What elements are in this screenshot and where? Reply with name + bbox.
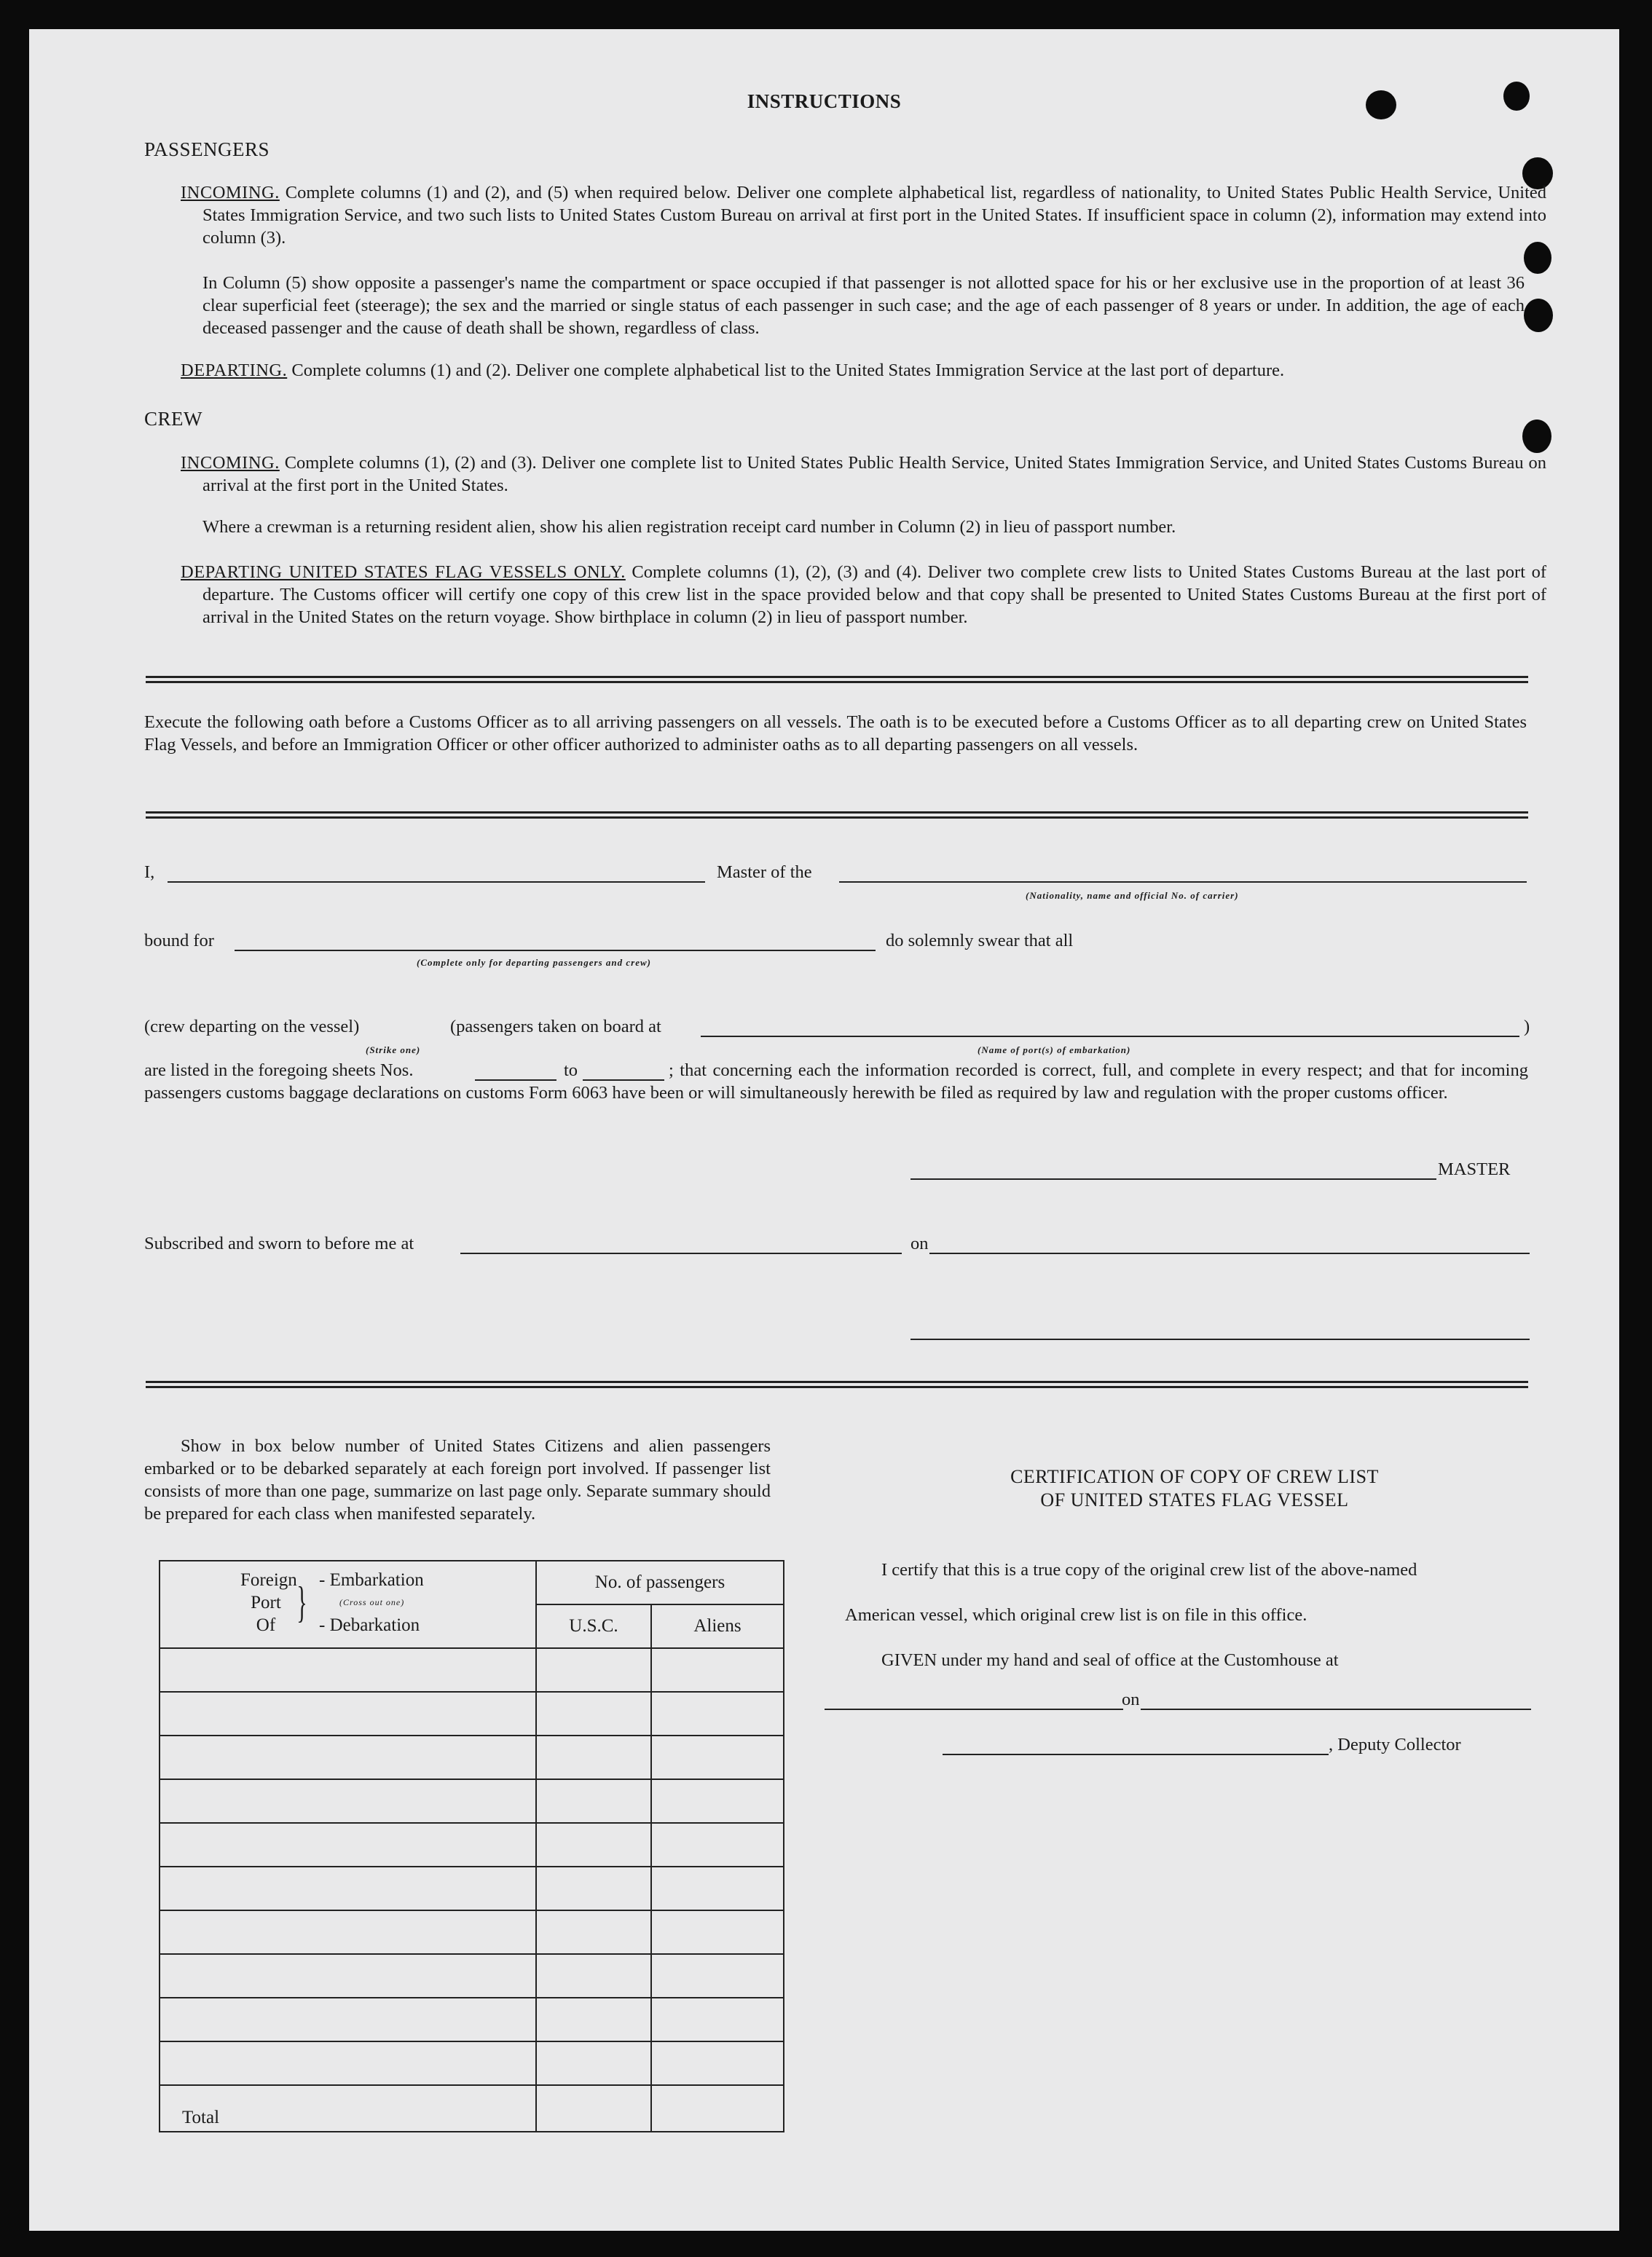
master-label: MASTER <box>1438 1159 1511 1179</box>
usc-cell[interactable] <box>536 1910 651 1954</box>
section-divider <box>146 811 1528 819</box>
ports-field[interactable] <box>701 1036 1519 1037</box>
listed-statement: ; that concerning each the information recorded is correct, full, and complete in every respect; and that for incoming passengers customs baggage declarations on customs Form 6063 have been or will simultaneously herewith be filed as required by law and regulation with the proper customs officer. <box>144 1060 1528 1103</box>
total-row <box>160 2085 784 2132</box>
passengers-departing-lead: DEPARTING. <box>181 361 288 380</box>
usc-header: U.S.C. <box>536 1604 651 1648</box>
master-of-label: Master of the <box>717 862 812 882</box>
carrier-field[interactable] <box>839 881 1527 883</box>
complete-note: (Complete only for departing passengers and crew) <box>417 957 651 968</box>
officer-signature-field[interactable] <box>910 1339 1530 1340</box>
ports-note: (Name of port(s) of embarkation) <box>978 1044 1131 1055</box>
table-header-row <box>160 1561 784 1604</box>
master-name-field[interactable] <box>168 881 705 883</box>
total-aliens-cell[interactable] <box>651 2085 784 2132</box>
crew-departing-paragraph <box>181 561 1546 629</box>
port-cell[interactable] <box>160 1736 536 1779</box>
port-cell[interactable] <box>160 1867 536 1910</box>
port-cell[interactable] <box>160 2041 536 2085</box>
port-cell[interactable] <box>160 1823 536 1867</box>
crew-incoming-lead: INCOMING. <box>181 453 280 473</box>
deputy-signature-field[interactable] <box>943 1754 1329 1755</box>
aliens-header: Aliens <box>651 1604 784 1648</box>
sworn-on-label: on <box>910 1234 929 1253</box>
subscribed-label: Subscribed and sworn to before me at <box>144 1234 414 1253</box>
port-cell[interactable] <box>160 1954 536 1998</box>
master-signature-field[interactable] <box>910 1178 1436 1180</box>
embarkation-label: - Embarkation <box>319 1570 424 1590</box>
crew-departing-option: (crew departing on the vessel) <box>144 1017 360 1036</box>
usc-cell[interactable] <box>536 1867 651 1910</box>
passengers-incoming-lead: INCOMING. <box>181 183 280 202</box>
passengers-taken-option: (passengers taken on board at <box>450 1017 661 1036</box>
passengers-incoming-paragraph <box>181 181 1546 249</box>
document-page <box>29 29 1619 2231</box>
usc-cell[interactable] <box>536 1823 651 1867</box>
table-row <box>160 1954 784 1998</box>
customhouse-field[interactable] <box>825 1709 1123 1710</box>
nationality-note: (Nationality, name and official No. of carrier) <box>1026 890 1239 901</box>
aliens-cell[interactable] <box>651 1736 784 1779</box>
foreign-label: Foreign <box>240 1570 297 1590</box>
debarkation-label: - Debarkation <box>319 1615 420 1635</box>
crew-heading: CREW <box>144 408 202 430</box>
aliens-cell[interactable] <box>651 1692 784 1736</box>
port-cell[interactable] <box>160 1910 536 1954</box>
usc-cell[interactable] <box>536 1648 651 1692</box>
given-text: GIVEN under my hand and seal of office at the Customhouse at <box>881 1650 1339 1670</box>
aliens-cell[interactable] <box>651 1954 784 1998</box>
table-row <box>160 1867 784 1910</box>
cross-out-note: (Cross out one) <box>339 1597 405 1607</box>
passenger-summary-table <box>159 1560 784 2132</box>
summary-instructions: Show in box below number of United States Citizens and alien passengers embarked or to be debarked separately at each foreign port involved. If passenger list consists of more than one page, summarize on last page only. Separate summary should be prepared for each class when manifested separately. <box>144 1436 771 1524</box>
table-row <box>160 1910 784 1954</box>
oath-intro: Execute the following oath before a Customs Officer as to all arriving passengers on all vessels. The oath is to be executed before a Customs Officer as to all departing crew on United States Flag Vessels, and before an Immigration Officer or other officer authorized to administer oaths as to all departing passengers on all vessels. <box>144 712 1527 755</box>
punch-hole-mark <box>1522 420 1551 453</box>
usc-cell[interactable] <box>536 1779 651 1823</box>
swear-label: do solemnly swear that all <box>886 931 1074 950</box>
aliens-cell[interactable] <box>651 1867 784 1910</box>
sworn-place-field[interactable] <box>460 1253 902 1254</box>
crew-incoming-paragraph <box>181 452 1546 497</box>
port-cell[interactable] <box>160 1692 536 1736</box>
oath-i-label: I, <box>144 862 155 882</box>
aliens-cell[interactable] <box>651 1779 784 1823</box>
usc-cell[interactable] <box>536 1998 651 2041</box>
given-date-field[interactable] <box>1141 1709 1531 1710</box>
usc-cell[interactable] <box>536 1736 651 1779</box>
port-cell[interactable] <box>160 1648 536 1692</box>
passengers-departing-paragraph <box>181 359 1535 382</box>
certification-text-2: American vessel, which original crew list is on file in this office. <box>845 1605 1307 1625</box>
table-row <box>160 1998 784 2041</box>
certification-title-1: CERTIFICATION OF COPY OF CREW LIST <box>1010 1466 1379 1487</box>
of-label: Of <box>256 1615 276 1635</box>
section-divider <box>146 676 1528 683</box>
certification-text-1: I certify that this is a true copy of the original crew list of the above-named <box>881 1560 1417 1580</box>
crew-departing-text: Complete columns (1), (2), (3) and (4). Deliver two complete crew lists to United States Customs Bureau at the last port of departure. The Customs officer will certify one copy of this crew list in the space provided below and that copy shall be presented to United States Customs Bureau at the first port of arrival in the United States on the return voyage. Show birthplace in column (2) in lieu of passport number. <box>202 562 1546 627</box>
crew-incoming-text: Complete columns (1), (2) and (3). Deliver one complete list to United States Public Health Service, United States Immigration Service, and United States Customs Bureau on arrival at the first port in the United States. <box>202 453 1546 495</box>
table-row <box>160 1648 784 1692</box>
port-cell[interactable] <box>160 1779 536 1823</box>
given-on-label: on <box>1122 1690 1140 1709</box>
port-label: Port <box>251 1593 281 1612</box>
passengers-departing-text: Complete columns (1) and (2). Deliver one complete alphabetical list to the United States Immigration Service at the last port of departure. <box>291 361 1285 380</box>
close-paren: ) <box>1524 1017 1530 1036</box>
no-passengers-header: No. of passengers <box>536 1561 784 1604</box>
bound-for-label: bound for <box>144 931 214 950</box>
instructions-title: INSTRUCTIONS <box>747 90 902 112</box>
aliens-cell[interactable] <box>651 1823 784 1867</box>
deputy-collector-label: , Deputy Collector <box>1329 1735 1461 1754</box>
total-label: Total <box>160 2085 536 2132</box>
section-divider <box>146 1381 1528 1388</box>
listed-to-label: to <box>564 1060 578 1080</box>
table-row <box>160 1779 784 1823</box>
passengers-column5-paragraph: In Column (5) show opposite a passenger's name the compartment or space occupied if that passenger is not allotted space for his or her exclusive use in the proportion of at least 36 clear superficial feet (steerage); the sex and the married or single status of each passenger in such case; and the age of each passenger of 8 years or under. In addition, the age of each deceased passenger and the cause of death shall be shown, regardless of class. <box>202 273 1525 338</box>
table-row <box>160 1692 784 1736</box>
certification-title-2: OF UNITED STATES FLAG VESSEL <box>1040 1489 1349 1510</box>
bound-for-field[interactable] <box>235 950 876 951</box>
table-row <box>160 1823 784 1867</box>
aliens-cell[interactable] <box>651 1998 784 2041</box>
port-cell[interactable] <box>160 1998 536 2041</box>
table-row <box>160 2041 784 2085</box>
aliens-cell[interactable] <box>651 1910 784 1954</box>
aliens-cell[interactable] <box>651 2041 784 2085</box>
foreign-port-header <box>160 1561 536 1648</box>
usc-cell[interactable] <box>536 1954 651 1998</box>
listed-sheets-label: are listed in the foregoing sheets Nos. <box>144 1060 414 1080</box>
usc-cell[interactable] <box>536 1692 651 1736</box>
passengers-incoming-text: Complete columns (1) and (2), and (5) when required below. Deliver one complete alphabetical list, regardless of nationality, to United States Public Health Service, United States Immigration Service, and two such lists to United States Custom Bureau on arrival at first port in the United States. If insufficient space in column (2), information may extend into column (3). <box>202 183 1547 248</box>
aliens-cell[interactable] <box>651 1648 784 1692</box>
strike-note: (Strike one) <box>366 1044 421 1055</box>
table-row <box>160 1736 784 1779</box>
brace-icon: } <box>296 1578 307 1626</box>
sworn-date-field[interactable] <box>929 1253 1530 1254</box>
total-usc-cell[interactable] <box>536 2085 651 2132</box>
usc-cell[interactable] <box>536 2041 651 2085</box>
punch-hole-mark <box>1524 299 1553 332</box>
crew-departing-lead: DEPARTING UNITED STATES FLAG VESSELS ONLY. <box>181 562 626 582</box>
passengers-heading: PASSENGERS <box>144 138 270 160</box>
crew-resident-paragraph: Where a crewman is a returning resident alien, show his alien registration receipt card number in Column (2) in lieu of passport number. <box>202 517 1176 537</box>
